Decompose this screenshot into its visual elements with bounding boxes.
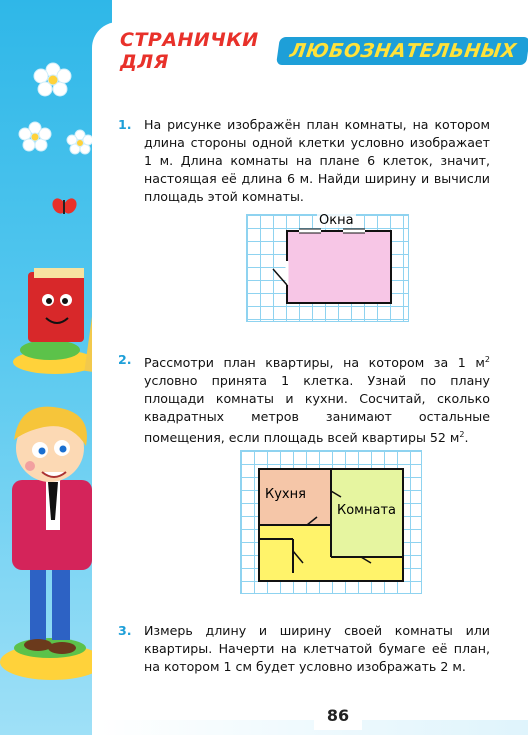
flower-icon xyxy=(67,130,93,154)
room-plan-drawing xyxy=(247,215,408,321)
flower-icon xyxy=(19,122,51,151)
bottom-band xyxy=(92,720,528,735)
windows-label: Окна xyxy=(319,213,354,228)
kitchen-label: Кухня xyxy=(265,487,306,502)
apartment-plan-drawing xyxy=(241,451,421,593)
boy-character-icon xyxy=(0,407,104,680)
task-number: 1. xyxy=(118,117,132,132)
task-number: 3. xyxy=(118,623,132,638)
page-title xyxy=(120,29,528,73)
apartment-plan-figure xyxy=(240,450,422,594)
title-part2-badge: ЛЮБОЗНАТЕЛЬНЫХ xyxy=(276,37,528,65)
task-text: Измерь длину и ширину своей комнаты или квартиры. Начерти на клетчатой бумаге её план, на котором 1 см будет условно изображать 2 м. xyxy=(144,623,490,674)
task-1 xyxy=(118,116,490,206)
butterfly-icon xyxy=(50,196,79,216)
title-part1: СТРАНИЧКИ ДЛЯ xyxy=(120,29,259,73)
room-plan-figure xyxy=(246,214,409,322)
room-label: Комната xyxy=(337,503,396,518)
flower-icon xyxy=(34,63,71,96)
task-2 xyxy=(118,351,490,447)
task-number: 2. xyxy=(118,352,132,367)
page-number: 86 xyxy=(314,702,362,730)
task-text: Рассмотри план квартиры, на котором за 1 $м^2$ условно принята 1 клетка. Узнай по плану площади комнаты и кухни. Сосчитай, сколько квадратных метров занимают остальные помещения, если площадь всей квартиры 52 $м^2$. xyxy=(144,355,490,446)
task-text: На рисунке изображён план комнаты, на котором длина стороны одной клетки условно изображает 1 м. Длина комнаты на плане 6 клеток, значит, настоящая её длина 6 м. Найди ширину и вычисли площадь этой комнаты. xyxy=(144,117,490,204)
task-3 xyxy=(118,622,490,676)
